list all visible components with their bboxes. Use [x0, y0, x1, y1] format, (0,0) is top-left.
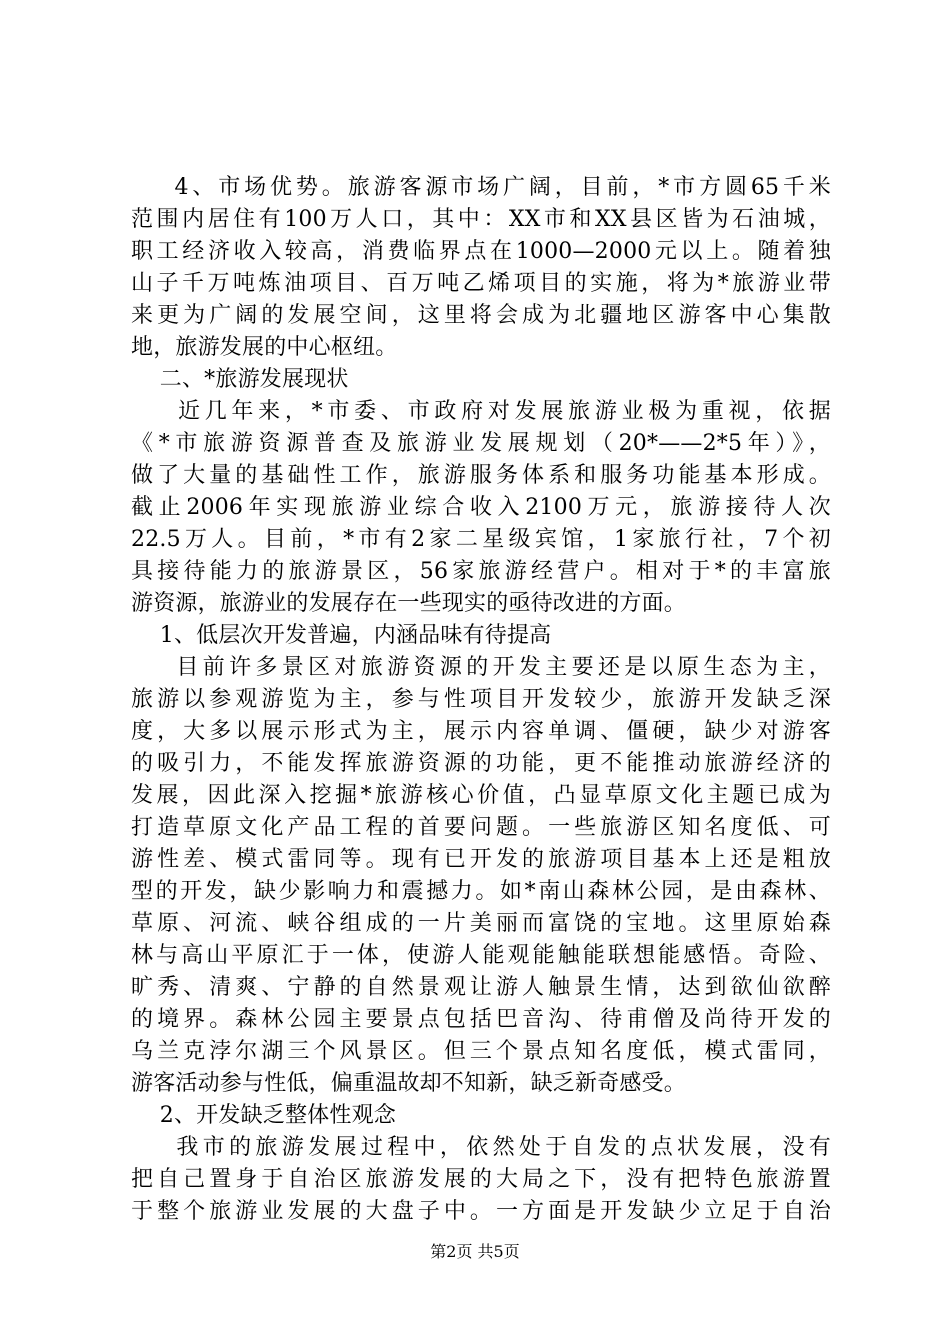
subsection-heading: 2、开发缺乏整体性观念 — [131, 1103, 396, 1128]
body-line: 范围内居住有100万人口，其中：XX市和XX县区皆为石油城， — [131, 207, 831, 232]
body-line: 目前许多景区对旅游资源的开发主要还是以原生态为主， — [131, 655, 831, 680]
body-line: 山子千万吨炼油项目、百万吨乙烯项目的实施，将为*旅游业带 — [131, 271, 831, 296]
body-line: 做了大量的基础性工作，旅游服务体系和服务功能基本形成。 — [131, 463, 831, 488]
body-line: 乌兰克浡尔湖三个风景区。但三个景点知名度低，模式雷同， — [131, 1039, 831, 1064]
body-line: 旷秀、清爽、宁静的自然景观让游人触景生情，达到欲仙欲醉 — [131, 975, 831, 1000]
body-line: 型的开发，缺少影响力和震撼力。如*南山森林公园，是由森林、 — [131, 879, 831, 904]
body-line: 的境界。森林公园主要景点包括巴音沟、待甫僧及尚待开发的 — [131, 1007, 831, 1032]
body-line: 把自己置身于自治区旅游发展的大局之下，没有把特色旅游置 — [131, 1167, 831, 1192]
body-line: 4、市场优势。旅游客源市场广阔，目前，*市方圆65千米 — [131, 175, 831, 200]
body-line: 近几年来，*市委、市政府对发展旅游业极为重视，依据 — [131, 399, 831, 424]
body-line: 截止2006年实现旅游业综合收入2100万元，旅游接待人次 — [131, 495, 831, 520]
body-line: 的吸引力，不能发挥旅游资源的功能，更不能推动旅游经济的 — [131, 751, 831, 776]
body-line: 地，旅游发展的中心枢纽。 — [131, 335, 398, 360]
body-line: 于整个旅游业发展的大盘子中。一方面是开发缺少立足于自治 — [131, 1199, 831, 1224]
body-line: 度，大多以展示形式为主，展示内容单调、僵硬，缺少对游客 — [131, 719, 831, 744]
body-line: 我市的旅游发展过程中，依然处于自发的点状发展，没有 — [131, 1135, 831, 1160]
body-line: 林与高山平原汇于一体，使游人能观能触能联想能感悟。奇险、 — [131, 943, 831, 968]
body-line: 游客活动参与性低，偏重温故却不知新，缺乏新奇感受。 — [131, 1071, 687, 1096]
page-footer: 第2页 共5页 — [430, 1242, 520, 1261]
body-line: 游资源，旅游业的发展存在一些现实的亟待改进的方面。 — [131, 591, 687, 616]
body-line: 发展，因此深入挖掘*旅游核心价值，凸显草原文化主题已成为 — [131, 783, 831, 808]
subsection-heading: 1、低层次开发普遍，内涵品味有待提高 — [131, 623, 552, 648]
body-line: 职工经济收入较高，消费临界点在1000—2000元以上。随着独 — [131, 239, 831, 264]
body-line: 旅游以参观游览为主，参与性项目开发较少，旅游开发缺乏深 — [131, 687, 831, 712]
section-heading: 二、*旅游发展现状 — [131, 367, 349, 392]
body-line: 22.5万人。目前，*市有2家二星级宾馆，1家旅行社，7个初 — [131, 527, 831, 552]
body-line: 打造草原文化产品工程的首要问题。一些旅游区知名度低、可 — [131, 815, 831, 840]
body-line: 草原、河流、峡谷组成的一片美丽而富饶的宝地。这里原始森 — [131, 911, 831, 936]
body-line: 游性差、模式雷同等。现有已开发的旅游项目基本上还是粗放 — [131, 847, 831, 872]
body-line: 《*市旅游资源普查及旅游业发展规划（20*——2*5年）》， — [131, 431, 831, 456]
body-line: 来更为广阔的发展空间，这里将会成为北疆地区游客中心集散 — [131, 303, 831, 328]
document-body — [131, 172, 831, 1228]
body-line: 具接待能力的旅游景区，56家旅游经营户。相对于*的丰富旅 — [131, 559, 831, 584]
